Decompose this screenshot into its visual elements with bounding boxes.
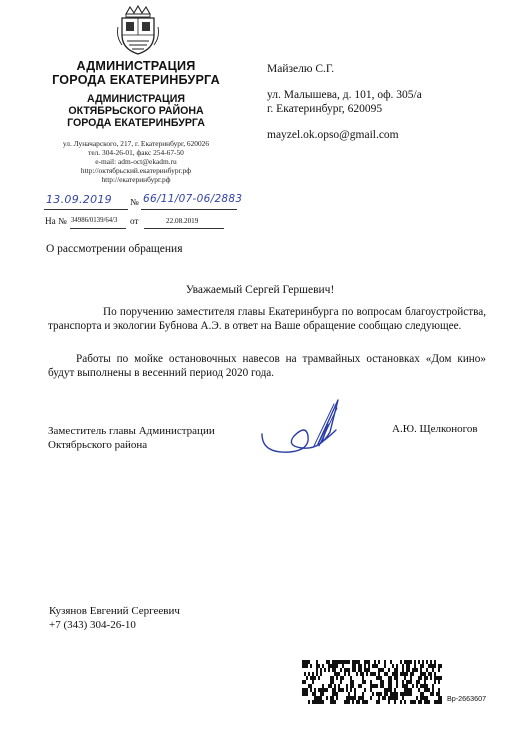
sender-email: e-mail: adm-oct@ekadm.ru — [95, 157, 177, 166]
body-paragraph-2: Работы по мойке остановочных навесов на трамвайных остановках «Дом кино» будут выполнены в весенний период 2020 года. — [48, 353, 486, 379]
executor-name: Кузянов Евгений Сергеевич — [49, 605, 180, 617]
org-title-line1: АДМИНИСТРАЦИЯ — [76, 59, 196, 73]
recipient-email: mayzel.ok.opso@gmail.com — [267, 129, 399, 141]
body-paragraph-1: По поручению заместителя главы Екатеринбурга по вопросам благоустройства, транспорта и экологии Бубнова А.Э. в ответ на Ваше обращение сообщаю следующее. — [48, 306, 486, 332]
ref-prefix: На № — [45, 216, 67, 226]
handwritten-signature — [256, 396, 348, 458]
signatory-position-line2: Октябрьского района — [48, 439, 148, 451]
signatory-name: А.Ю. Щелконогов — [392, 423, 478, 435]
subject-line: О рассмотрении обращения — [46, 243, 183, 255]
ref-from: от — [130, 216, 139, 226]
recipient-name: Майзелю С.Г. — [267, 63, 335, 75]
number-sign: № — [130, 197, 139, 207]
recipient-city: г. Екатеринбург, 620095 — [267, 103, 383, 115]
ref-number: 34986/0139/64/3 — [71, 217, 118, 224]
sender-address: ул. Луначарского, 217, г. Екатеринбург, 620026 — [62, 139, 210, 148]
dept-title-line1: АДМИНИСТРАЦИЯ — [87, 93, 185, 105]
recipient-street: ул. Малышева, д. 101, оф. 305/а — [267, 89, 422, 101]
dept-title-line3: ГОРОДА ЕКАТЕРИНБУРГА — [67, 117, 205, 129]
barcode-code: Вр-2663607 — [447, 694, 487, 703]
sender-phone: тел. 304-26-01, факс 254-67-50 — [88, 148, 184, 157]
sender-url-2: http://екатеринбург.рф — [101, 175, 171, 184]
handwritten-date: 13.09.2019 — [46, 193, 112, 206]
org-title-line2: ГОРОДА ЕКАТЕРИНБУРГА — [52, 73, 220, 87]
sender-url-1: http://октябрьский.екатеринбург.рф — [80, 166, 192, 175]
dept-title-line2: ОКТЯБРЬСКОГО РАЙОНА — [68, 105, 204, 117]
executor-phone: +7 (343) 304-26-10 — [49, 619, 136, 631]
ref-date: 22.08.2019 — [166, 217, 199, 225]
signatory-position-line1: Заместитель главы Администрации — [48, 425, 215, 437]
city-emblem-icon — [116, 5, 160, 55]
salutation: Уважаемый Сергей Гершевич! — [185, 284, 335, 296]
handwritten-number: 66/11/07-06/2883 — [143, 193, 243, 205]
barcode-icon — [302, 660, 442, 704]
